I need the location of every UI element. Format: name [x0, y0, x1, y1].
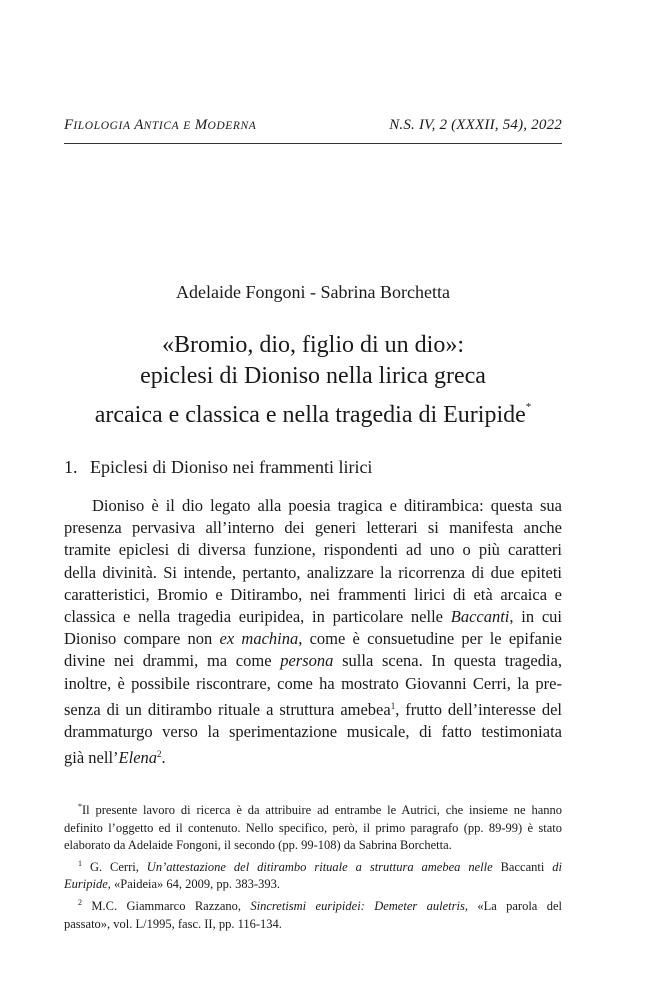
- text-line: presenza pervasiva all’interno dei generi letterari si manifesta anche: [64, 518, 562, 538]
- footnote-star-line: *Il presente lavoro di ricerca è da attribuire ad entrambe le Autrici, che insieme ne hanno: [78, 802, 562, 817]
- text-line: senza di un ditirambo rituale a struttura amebea$^1$, frutto dell’interesse del: [64, 699, 562, 719]
- footnote-1-line: $^1$ G. Cerri, Un’attestazione del ditirambo rituale a struttura amebea nelle Baccanti di: [78, 858, 563, 874]
- text-line: drammaturgo verso la sperimentazione musicale, di fatto testimoniata: [64, 722, 562, 742]
- text-line: classica e nella tragedia euripidea, in particolare nelle Baccanti, in cui: [64, 607, 562, 627]
- footnote-star-line: elaborato da Adelaide Fongoni, il secondo (pp. 99-108) da Sabrina Borchetta.: [64, 838, 452, 853]
- footnote-star-line: definito l’oggetto ed il contenuto. Nello specifico, però, il primo paragrafo (pp. 89-99) è stato: [64, 820, 562, 835]
- title-note-mark[interactable]: *: [525, 401, 532, 413]
- body-paragraph: [64, 495, 562, 769]
- footnote-ref-2[interactable]: 2: [157, 749, 162, 760]
- section-title: Epiclesi di Dioniso nei frammenti lirici: [90, 457, 373, 477]
- issue-info: N.S. IV, 2 (XXXII, 54), 2022: [389, 117, 562, 133]
- text-line: Dioniso compare non ex machina, come è consuetudine per le epifanie: [64, 629, 562, 649]
- footnote-2-line: $^2$ M.C. Giammarco Razzano, Sincretismi euripidei: Demeter auletris, «La parola del: [78, 897, 563, 913]
- header-rule: [64, 143, 562, 144]
- footnotes: [64, 798, 562, 933]
- text-line: divine nei drammi, ma come persona sulla scena. In questa tragedia,: [64, 651, 562, 671]
- text-line: caratteristici, Bromio e Ditirambo, nei frammenti lirici di età arcaica e: [64, 584, 562, 604]
- footnote-ref-1[interactable]: 1: [390, 700, 396, 711]
- footnote-2-line: passato», vol. L/1995, fasc. II, pp. 116-134.: [64, 916, 282, 931]
- article-title: [64, 330, 562, 431]
- text-line: Dioniso è il dio legato alla poesia tragica e ditirambica: questa sua: [92, 496, 562, 515]
- title-line: «Bromio, dio, figlio di un dio»:: [161, 332, 464, 358]
- text-line: già nell’Elena$^2$.: [64, 748, 166, 768]
- footnote-1-line: Euripide, «Paideia» 64, 2009, pp. 383-393.: [64, 877, 280, 892]
- article-authors: Adelaide Fongoni - Sabrina Borchetta: [176, 282, 450, 302]
- journal-title: FILOLOGIA ANTICA E MODERNA: [64, 117, 257, 133]
- section-heading: [64, 457, 372, 478]
- section-number: 1.: [64, 457, 78, 477]
- text-line: tramite epiclesi di diversa funzione, rispondenti ad uno o più caratteri: [64, 540, 562, 560]
- title-line: arcaica e classica e nella tragedia di Euripide*: [94, 401, 532, 428]
- text-line: inoltre, è possibile riscontrare, come ha mostrato Giovanni Cerri, la pre-: [64, 673, 562, 693]
- text-line: della divinità. Si intende, pertanto, analizzare la ricorrenza di due epiteti: [64, 562, 562, 582]
- title-line: epiclesi di Dioniso nella lirica greca: [140, 363, 486, 389]
